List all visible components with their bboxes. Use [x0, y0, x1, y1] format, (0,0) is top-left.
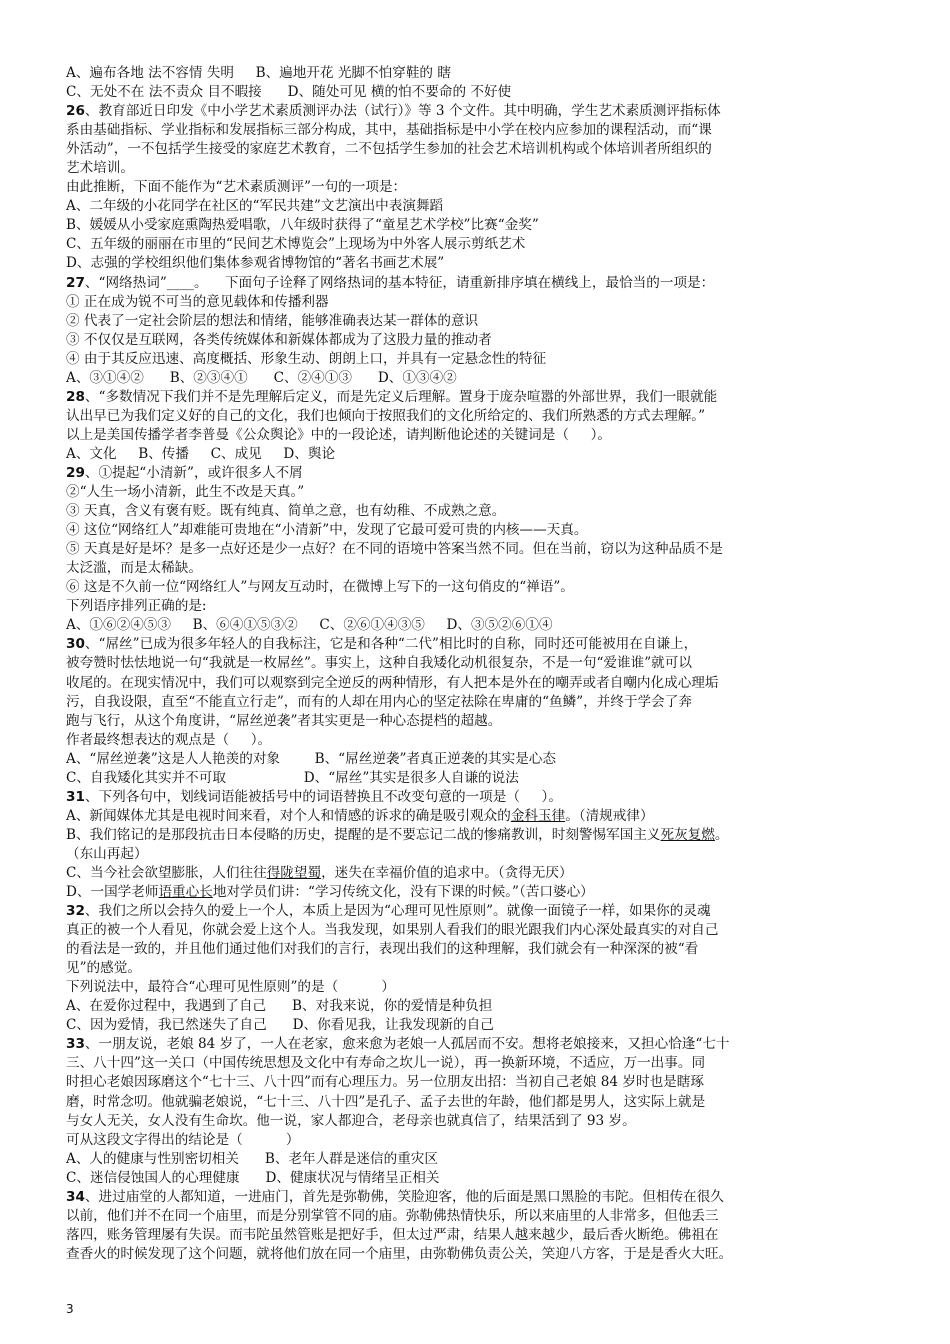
text-line	[66, 388, 888, 407]
text-line	[66, 178, 888, 197]
text-line	[66, 845, 888, 864]
text-line	[66, 540, 888, 559]
text-line	[66, 712, 888, 731]
text-line	[66, 616, 888, 635]
text-line	[66, 978, 888, 997]
text-segment: A、二年级的小花同学在社区的“军民共建”文艺演出中表演舞蹈	[66, 198, 444, 215]
text-line	[66, 197, 888, 216]
underlined-term: 金科玉律	[510, 807, 566, 824]
text-segment: 、“多数情况下我们并不是先理解后定义，而是先定义后理解。置身于庞杂喧嚣的外部世界，我们一眼就能	[84, 388, 718, 405]
text-segment: 、教育部近日印发《中小学艺术素质测评办法（试行）》等 3 个文件。其中明确，学生艺术素质测评指标体	[84, 103, 721, 120]
text-line	[66, 635, 888, 654]
text-segment: 。	[714, 826, 729, 843]
text-segment: （东山再起）	[66, 845, 148, 862]
text-line	[66, 921, 888, 940]
question-number: 31	[66, 788, 85, 805]
text-line	[66, 750, 888, 769]
text-segment: 时担心老娘因琢磨这个“七十三、八十四”而有心理压力。另一位朋友出招：当初自己老娘 84 岁时也是瞎琢	[66, 1074, 704, 1091]
text-line	[66, 1131, 888, 1150]
text-line	[66, 1169, 888, 1188]
document-page	[66, 64, 888, 1264]
text-line	[66, 502, 888, 521]
text-line	[66, 902, 888, 921]
question-number: 26	[66, 103, 85, 120]
text-line	[66, 1073, 888, 1092]
text-line	[66, 959, 888, 978]
text-line	[66, 407, 888, 426]
text-line	[66, 1226, 888, 1245]
text-line	[66, 369, 888, 388]
text-segment: ③ 不仅仅是互联网，各类传统媒体和新媒体都成为了这股力量的推动者	[66, 331, 492, 348]
text-segment: A、①⑥②④⑤③ B、⑥④①⑤③② C、②⑥①④③⑤ D、③⑤②⑥①④	[66, 617, 553, 634]
text-line	[66, 731, 888, 750]
question-number: 28	[66, 388, 85, 405]
text-segment: ②“人生一场小清新，此生不改是天真。”	[66, 484, 305, 501]
text-line	[66, 235, 888, 254]
question-number: 32	[66, 903, 85, 920]
text-line	[66, 216, 888, 235]
text-segment: ④ 这位“网络红人”却难能可贵地在“小清新”中，发现了它最可爱可贵的内核——天真。	[66, 522, 588, 539]
text-segment: 、进过庙堂的人都知道，一进庙门，首先是弥勒佛，笑脸迎客，他的后面是黑口黑脸的韦陀。但相传在很久	[84, 1188, 724, 1205]
text-segment: 以前，他们并不在同一个庙里，而是分别掌管不同的庙。弥勒佛热情快乐，所以来庙里的人非常多，但他丢三	[66, 1207, 719, 1224]
text-segment: A、新闻媒体尤其是电视时间来看，对个人和情感的诉求的确是吸引观众的	[66, 807, 511, 824]
text-segment: 三、八十四”这一关口（中国传统思想及文化中有寿命之坎儿一说），再一换新环境，不适应，万一出事。同	[66, 1055, 706, 1072]
text-segment: A、人的健康与性别密切相关 B、老年人群是迷信的重灾区	[66, 1150, 438, 1167]
text-segment: 、“网络热词”____。 下面句子诠释了网络热词的基本特征，请重新排序填在横线上，最恰当的一项是：	[84, 274, 715, 291]
text-line	[66, 997, 888, 1016]
text-segment: ② 代表了一定社会阶层的想法和情绪，能够准确表达某一群体的意识	[66, 312, 479, 329]
text-line	[66, 521, 888, 540]
text-line	[66, 1054, 888, 1073]
text-segment: 认出早已为我们定义好的自己的文化，我们也倾向于按照我们的文化所给定的、我们所熟悉的方式去理解。”	[66, 407, 706, 424]
text-segment: 、“屌丝”已成为很多年轻人的自我标注，它是和各种“二代”相比时的自称，同时还可能被用在自谦上，	[84, 636, 698, 653]
text-line	[66, 445, 888, 464]
text-line	[66, 1016, 888, 1035]
text-segment: C、当今社会欲望膨胀，人们往往	[66, 864, 267, 881]
text-line	[66, 674, 888, 693]
text-segment: A、遍布各地 法不容情 失明 B、遍地开花 光脚不怕穿鞋的 瞎	[66, 65, 451, 81]
text-line	[66, 312, 888, 331]
text-segment: ① 正在成为锐不可当的意见载体和传播利器	[66, 293, 329, 310]
text-segment: 以上是美国传播学者李普曼《公众舆论》中的一段论述，请判断他论述的关键词是（ ）。	[66, 426, 611, 443]
text-line	[66, 1112, 888, 1131]
text-line	[66, 159, 888, 178]
text-segment: 磨，时常念叨。他就骗老娘说，“七十三、八十四”是孔子、孟子去世的年龄，他们都是男人，这实际上就是	[66, 1093, 706, 1110]
text-segment: 、下列各句中，划线词语能被括号中的词语替换且不改变句意的一项是（ ）。	[84, 788, 562, 805]
text-segment: 跑与飞行，从这个角度讲，“屌丝逆袭”者其实更是一种心态提档的超越。	[66, 712, 502, 729]
text-segment: 太泛滥，而是太稀缺。	[66, 560, 202, 577]
text-segment: ⑤ 天真是好是坏？是多一点好还是少一点好？在不同的语境中答案当然不同。但在当前，窃以为这种品质不是	[66, 541, 723, 558]
text-segment: 污，自我设限，直至“不能直立行走”，而有的人却在用内心的坚定祛除在卑庸的“鱼鳞”，并终于学会了奔	[66, 693, 692, 710]
text-segment: 地对学员们讲：“学习传统文化，没有下课的时候。”（苦口婆心）	[212, 884, 594, 901]
text-segment: C、五年级的丽丽在市里的“民间艺术博览会”上现场为中外客人展示剪纸艺术	[66, 236, 526, 253]
underlined-term: 死灰复燃	[660, 826, 715, 843]
text-segment: 、一朋友说，老娘 84 岁了，一人在老家，愈来愈为老娘一人孤居而不安。想将老娘接来，又担心恰逢“七十	[84, 1036, 730, 1053]
text-line	[66, 83, 888, 102]
text-segment: C、自我矮化其实并不可取 D、“屌丝”其实是很多人自谦的说法	[66, 769, 519, 786]
text-line	[66, 788, 888, 807]
text-line	[66, 1245, 888, 1264]
text-line	[66, 140, 888, 159]
text-segment: D、志强的学校组织他们集体参观省博物馆的“著名书画艺术展”	[66, 255, 445, 272]
text-line	[66, 464, 888, 483]
text-segment: 的看法是一致的，并且他们通过他们对我们的言行，表现出我们的这种理解，我们就会有一种深深的被“看	[66, 941, 699, 958]
text-line	[66, 1035, 888, 1054]
text-line	[66, 597, 888, 616]
text-line	[66, 102, 888, 121]
text-segment: 外活动”，一不包括学生接受的家庭艺术教育，二不包括学生参加的社会艺术培训机构或个体培训者所组织的	[66, 141, 712, 158]
text-line	[66, 578, 888, 597]
text-line	[66, 807, 888, 826]
text-segment: A、③①④② B、②③④① C、②④①③ D、①③④②	[66, 369, 457, 386]
text-line	[66, 559, 888, 578]
text-line	[66, 1150, 888, 1169]
page-number: 3	[66, 1302, 74, 1316]
question-number: 30	[66, 636, 85, 653]
text-segment: 、我们之所以会持久的爱上一个人，本质上是因为“心理可见性原则”。就像一面镜子一样，如果你的灵魂	[84, 903, 711, 920]
text-line	[66, 693, 888, 712]
text-segment: B、我们铭记的是那段抗击日本侵略的历史，提醒的是不要忘记二战的惨痛教训，时刻警惕军国主义	[66, 826, 661, 843]
text-segment: 系由基础指标、学业指标和发展指标三部分构成，其中，基础指标是中小学在校内应参加的课程活动，而“课	[66, 122, 712, 139]
underlined-term: 得陇望蜀	[266, 864, 322, 881]
text-segment: A、文化 B、传播 C、成见 D、舆论	[66, 445, 336, 462]
text-segment: 可从这段文字得出的结论是（ ）	[66, 1131, 300, 1148]
text-segment: ③ 天真，含义有褒有贬。既有纯真、简单之意，也有幼稚、不成熟之意。	[66, 503, 506, 520]
text-segment: 被夸赞时怯怯地说一句“我就是一枚屌丝”。事实上，这种自我矮化动机很复杂，不是一句“爱谁谁”就可以	[66, 655, 692, 672]
underlined-term: 语重心长	[158, 884, 213, 901]
text-segment: B、媛媛从小受家庭熏陶热爱唱歌，八年级时获得了“童星艺术学校”比赛“金奖”	[66, 217, 539, 234]
text-segment: A、在爱你过程中，我遇到了自己 B、对我来说，你的爱情是种负担	[66, 998, 493, 1015]
text-line	[66, 654, 888, 673]
text-line	[66, 1207, 888, 1226]
text-line	[66, 483, 888, 502]
question-number: 27	[66, 274, 85, 291]
text-segment: 下列语序排列正确的是:	[66, 598, 207, 615]
text-segment: 收尾的。在现实情况中，我们可以观察到完全逆反的两种情形，有人把本是外在的嘲弄或者自嘲内化成心理垢	[66, 674, 719, 691]
text-line	[66, 426, 888, 445]
text-line	[66, 1093, 888, 1112]
text-line	[66, 1188, 888, 1207]
text-line	[66, 293, 888, 312]
text-segment: ④ 由于其反应迅速、高度概括、形象生动、朗朗上口，并具有一定悬念性的特征	[66, 350, 547, 367]
text-segment: 真正的被一个人看见，你就会爱上这个人。当我发现，如果别人看我们的眼光跟我们内心深处最真实的对自己	[66, 922, 719, 939]
text-segment: 落四，账务管理屡有失误。而韦陀虽然管账是把好手，但太过严肃，结果人越来越少，最后香火断绝。佛祖在	[66, 1226, 719, 1243]
text-segment: C、无处不在 法不责众 目不暇接 D、随处可见 横的怕不要命的 不好使	[66, 84, 512, 101]
text-line	[66, 769, 888, 788]
text-line	[66, 940, 888, 959]
text-segment: D、一国学老师	[66, 884, 159, 901]
text-line	[66, 121, 888, 140]
text-segment: 由此推断，下面不能作为“艺术素质测评”一句的一项是：	[66, 179, 407, 196]
question-number: 33	[66, 1036, 85, 1053]
text-segment: ⑥ 这是不久前一位“网络红人”与网友互动时，在微博上写下的一这句俏皮的“禅语”。	[66, 579, 574, 596]
text-line	[66, 254, 888, 273]
question-number: 29	[66, 464, 85, 481]
text-segment: ，迷失在幸福价值的追求中。（贪得无厌）	[321, 864, 573, 881]
text-line	[66, 331, 888, 350]
text-line	[66, 883, 888, 902]
text-line	[66, 64, 888, 83]
text-segment: 。（清规戒律）	[565, 807, 654, 824]
text-segment: C、因为爱情，我已然迷失了自己 D、你看见我，让我发现新的自己	[66, 1017, 494, 1034]
text-line	[66, 864, 888, 883]
text-segment: 艺术培训。	[66, 160, 134, 177]
text-line	[66, 350, 888, 369]
text-segment: 与女人无关，女人没有生命坎。他一说，家人都迎合，老母亲也就真信了，结果活到了 93 岁。	[66, 1112, 636, 1129]
text-segment: 、①提起“小清新”，或许很多人不屑	[84, 464, 303, 481]
text-segment: C、迷信侵蚀国人的心理健康 D、健康状况与情绪呈正相关	[66, 1169, 440, 1186]
question-number: 34	[66, 1188, 85, 1205]
text-segment: A、“屌丝逆袭”这是人人艳羡的对象 B、“屌丝逆袭”者真正逆袭的其实是心态	[66, 750, 556, 767]
text-segment: 下列说法中，最符合“心理可见性原则”的是（ ）	[66, 979, 395, 996]
text-segment: 作者最终想表达的观点是（ ）。	[66, 731, 272, 748]
text-segment: 见”的感觉。	[66, 960, 141, 977]
text-line	[66, 274, 888, 293]
text-line	[66, 826, 888, 845]
text-segment: 查香火的时候发现了这个问题，就将他们放在同一个庙里，由弥勒佛负责公关，笑迎八方客，于是是香火大旺。	[66, 1245, 733, 1262]
